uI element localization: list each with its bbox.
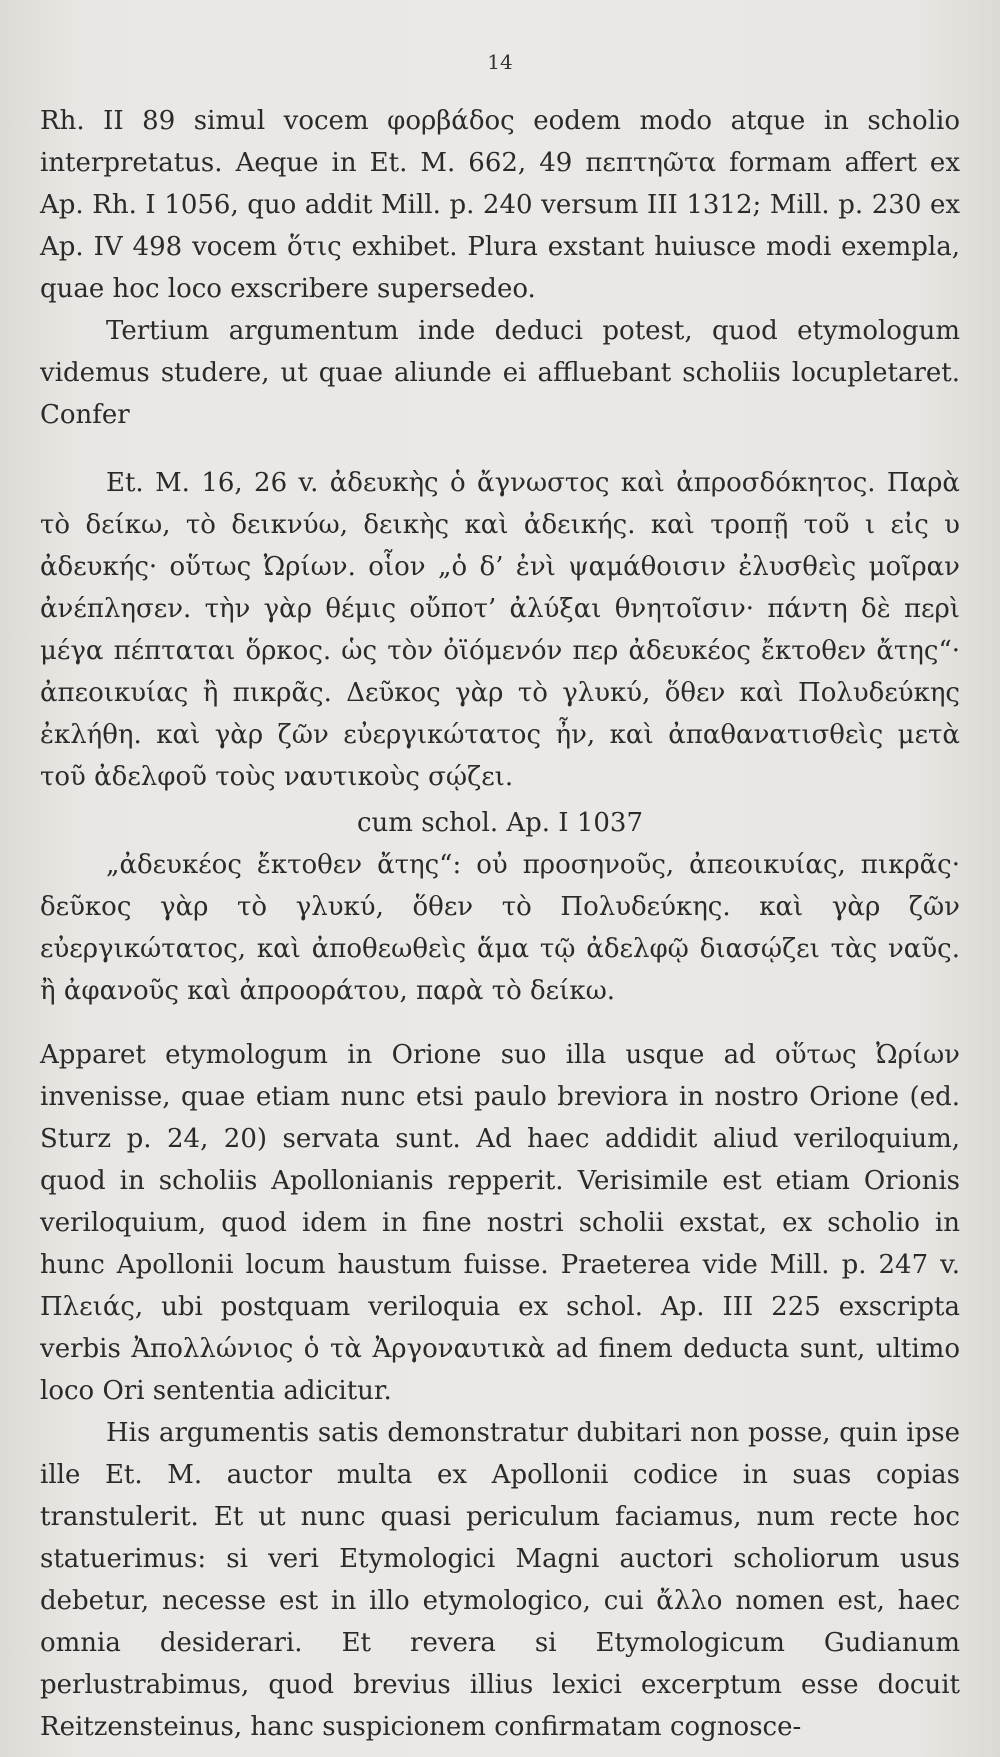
page-text xyxy=(40,100,960,1748)
scholion-reference: cum schol. Ap. I 1037 xyxy=(356,808,644,838)
greek-quotation-etym-magnum: Et. M. 16, 26 v. ἀδευκὴς ὁ ἄγνωστος καὶ ἀπροσδόκητος. Παρὰ τὸ δείκω, τὸ δεικνύω, δεικὴς καὶ ἀδεικής. καὶ τροπῇ τοῦ ι εἰς υ ἀδευκής· οὕτως Ὠρίων. οἷον „ὁ δ’ ἐνὶ ψαμάθοισιν ἐλυσθεὶς μοῖραν ἀνέπλησεν. τὴν γὰρ θέμις οὔποτ’ ἀλύξαι θνητοῖσιν· πάντη δὲ περὶ μέγα πέπταται ὅρκος. ὡς τὸν ὀϊόμενόν περ ἀδευκέος ἔκτοθεν ἄτης“· ἀπεοικυίας ἢ πικρᾶς. Δεῦκος γὰρ τὸ γλυκύ, ὅθεν καὶ Πολυδεύκης ἐκλήθη. καὶ γὰρ ζῶν εὐεργικώτατος ἦν, καὶ ἀπαθανατισθεὶς μετὰ τοῦ ἀδελφοῦ τοὺς ναυτικοὺς σῴζει. xyxy=(40,468,960,792)
page-number: 14 xyxy=(487,50,513,74)
paragraph-1: Rh. II 89 simul vocem φορβάδος eodem modo atque in scholio interpretatus. Aeque in Et. M. 662, 49 πεπτηῶτα formam affert ex Ap. Rh. I 1056, quo addit Mill. p. 240 versum III 1312; Mill. p. 230 ex Ap. IV 498 vocem ὅτις exhibet. Plura exstant huiusce modi exempla, quae hoc loco exscribere supersedeo. xyxy=(40,106,960,304)
paragraph-4: His argumentis satis demonstratur dubitari non posse, quin ipse ille Et. M. auctor multa ex Apollonii codice in suas copias transtulerit. Et ut nunc quasi periculum faciamus, num recte hoc statuerimus: si veri Etymologici Magni auctori scholiorum usus debetur, necesse est in illo etymologico, cui ἄλλο nomen est, haec omnia desiderari. Et revera si Etymologicum Gudianum perlustrabimus, quod brevius illius lexici excerptum esse docuit Reitzensteinus, hanc suspicionem confirmatam cognosce- xyxy=(40,1418,960,1742)
paragraph-3: Apparet etymologum in Orione suo illa usque ad οὕτως Ὠρίων invenisse, quae etiam nunc etsi paulo breviora in nostro Orione (ed. Sturz p. 24, 20) servata sunt. Ad haec addidit aliud veriloquium, quod in scholiis Apollonianis repperit. Verisimile est etiam Orionis veriloquium, quod idem in fine nostri scholii exstat, ex scholio in hunc Apollonii locum haustum fuisse. Praeterea vide Mill. p. 247 v. Πλειάς, ubi postquam veriloquia ex schol. Ap. III 225 exscripta verbis Ἀπολλώνιος ὁ τὰ Ἀργοναυτικὰ ad finem deducta sunt, ultimo loco Ori sententia adicitur. xyxy=(40,1040,960,1406)
greek-quotation-scholion: „ἀδευκέος ἔκτοθεν ἄτης“: οὐ προσηνοῦς, ἀπεοικυίας, πικρᾶς· δεῦκος γὰρ τὸ γλυκύ, ὅθεν τὸ Πολυδεύκης. καὶ γὰρ ζῶν εὐεργικώτατος, καὶ ἀποθεωθεὶς ἅμα τῷ ἀδελφῷ διασῴζει τὰς ναῦς. ἢ ἀφανοῦς καὶ ἀπροοράτου, παρὰ τὸ δείκω. xyxy=(40,850,960,1006)
paragraph-2: Tertium argumentum inde deduci potest, quod etymologum videmus studere, ut quae aliunde ei affluebant scholiis locupletaret. Confer xyxy=(40,316,960,430)
